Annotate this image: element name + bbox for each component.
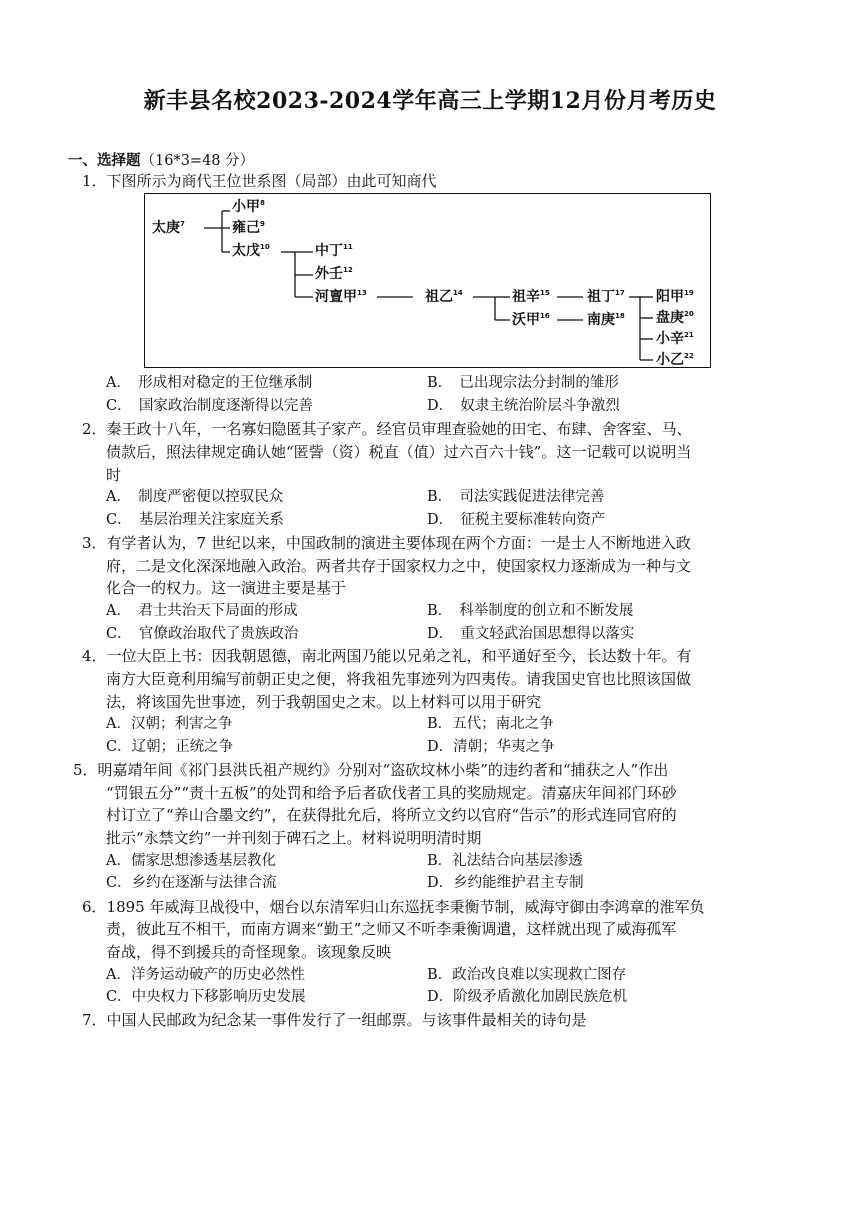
q6-option-a: A．洋务运动破产的历史必然性: [106, 967, 305, 983]
node-yongji: 雍己$^9$: [232, 220, 265, 236]
question-5-line-2: “罚银五分”“责十五板”的处罚和给予后者砍伐者工具的奖励规定。清嘉庆年间祁门环砂: [106, 784, 677, 802]
question-6-stem: 6．1895 年威海卫战役中，烟台以东清军归山东巡抚李秉衡节制，威海守御由李鸿章的淮军负: [82, 898, 705, 916]
q4-option-b: B．五代；南北之争: [427, 716, 554, 732]
node-xiaoyi: 小乙$^{22}$: [656, 352, 694, 368]
q4-option-c: C．辽朝；正统之争: [106, 739, 234, 755]
node-zuxin: 祖辛$^{15}$: [512, 289, 550, 305]
q2-option-a: A． 制度严密便以控驭民众: [106, 489, 284, 505]
q2-option-d: D． 征税主要标准转向资产: [427, 512, 606, 528]
q5-option-a: A．儒家思想渗透基层教化: [106, 853, 276, 869]
question-4-line-2: 南方大臣竟利用编写前朝正史之便，将我祖先事迹列为四夷传。请我国史官也比照该国做: [106, 670, 692, 688]
question-2-line-3: 时: [106, 466, 122, 484]
question-4-stem: 4．一位大臣上书：因我朝恩德，南北两国乃能以兄弟之礼，和平通好至今，长达数十年。有: [82, 647, 692, 665]
q5-option-b: B．礼法结合向基层渗透: [427, 853, 583, 869]
q4-option-d: D．清朝；华夷之争: [427, 739, 555, 755]
question-2-stem: 2．秦王政十八年，一名寡妇隐匿其子家产。经官员审理查验她的田宅、布肆、舍客室、马、: [82, 420, 692, 438]
node-taigeng: 太庚$^7$: [152, 220, 185, 236]
question-5-line-4: 批示“永禁文约”一并刊刻于碑石之上。材料说明明清时期: [106, 829, 482, 847]
q2-option-c: C． 基层治理关注家庭关系: [106, 512, 284, 528]
question-1-stem: 1．下图所示为商代王位世系图（局部）由此可知商代: [82, 172, 437, 190]
node-pangeng: 盘庚$^{20}$: [656, 310, 694, 326]
section-score: （16*3=48 分）: [140, 153, 255, 169]
question-5-stem: 5．明嘉靖年间《祁门县洪氏祖产规约》分别对“盗砍坟林小柴”的违约者和“捕获之人”作出: [73, 761, 669, 779]
question-7-stem: 7．中国人民邮政为纪念某一事件发行了一组邮票。与该事件最相关的诗句是: [82, 1011, 587, 1029]
question-3-stem: 3．有学者认为，7 世纪以来，中国政制的演进主要体现在两个方面：一是士人不断地进入政: [82, 534, 691, 552]
q6-option-b: B．政治改良难以实现救亡图存: [427, 967, 627, 983]
q1-option-b: B． 已出现宗法分封制的雏形: [427, 375, 619, 391]
node-zhongding: 中丁$^{11}$: [315, 243, 353, 259]
q3-option-c: C． 官僚政治取代了贵族政治: [106, 626, 299, 642]
question-6-line-3: 奋战，得不到援兵的奇怪现象。该现象反映: [106, 943, 392, 961]
section-title: 一、选择题: [68, 152, 141, 169]
shang-king-lineage-diagram: [144, 193, 711, 368]
lineage-connectors: [145, 194, 712, 369]
node-zuding: 祖丁$^{17}$: [587, 289, 625, 305]
q1-option-a: A． 形成相对稳定的王位继承制: [106, 375, 313, 391]
question-5-line-3: 村订立了“养山合墨文约”，在获得批允后，将所立文约以官府“告示”的形式连同官府的: [106, 806, 677, 824]
node-yangjia: 阳甲$^{19}$: [656, 289, 694, 305]
q6-option-d: D．阶级矛盾激化加剧民族危机: [427, 989, 628, 1005]
node-zuyi: 祖乙$^{14}$: [425, 289, 463, 305]
section-heading: [68, 149, 254, 170]
q2-option-b: B． 司法实践促进法律完善: [427, 489, 605, 505]
page-title: 新丰县名校2023-2024学年高三上学期12月份月考历史: [143, 88, 717, 114]
q3-option-b: B． 科举制度的创立和不断发展: [427, 603, 634, 619]
node-xiaoxin: 小辛$^{21}$: [656, 331, 694, 347]
node-wojia: 沃甲$^{16}$: [512, 312, 550, 328]
q5-option-d: D．乡约能维护君主专制: [427, 875, 584, 891]
node-hedanjia: 河亶甲$^{13}$: [315, 289, 367, 305]
question-2-line-2: 债款后，照法律规定确认她“匿訾（资）税直（值）过六百六十钱”。这一记载可以说明当: [106, 443, 692, 461]
question-3-line-3: 化合一的权力。这一演进主要是基于: [106, 579, 347, 597]
node-xiaojia: 小甲$^8$: [232, 199, 265, 215]
question-3-line-2: 府，二是文化深深地融入政治。两者共存于国家权力之中，使国家权力逐渐成为一种与文: [106, 557, 692, 575]
node-nangeng: 南庚$^{18}$: [587, 312, 625, 328]
node-taiwu: 太戊$^{10}$: [232, 243, 270, 259]
q5-option-c: C．乡约在逐渐与法律合流: [106, 875, 277, 891]
question-4-line-3: 法，将该国先世事迹，列于我朝国史之末。以上材料可以用于研究: [106, 693, 542, 711]
q3-option-a: A． 君士共治天下局面的形成: [106, 603, 298, 619]
q1-option-c: C． 国家政治制度逐渐得以完善: [106, 398, 313, 414]
node-wairen: 外壬$^{12}$: [315, 266, 353, 282]
q4-option-a: A．汉朝；利害之争: [106, 716, 233, 732]
question-6-line-2: 责，彼此互不相干，而南方调来“勤王”之师又不听李秉衡调遣，这样就出现了威海孤军: [106, 920, 677, 938]
q3-option-d: D． 重文轻武治国思想得以落实: [427, 626, 635, 642]
q6-option-c: C．中央权力下移影响历史发展: [106, 989, 306, 1005]
q1-option-d: D． 奴隶主统治阶层斗争激烈: [427, 398, 620, 414]
